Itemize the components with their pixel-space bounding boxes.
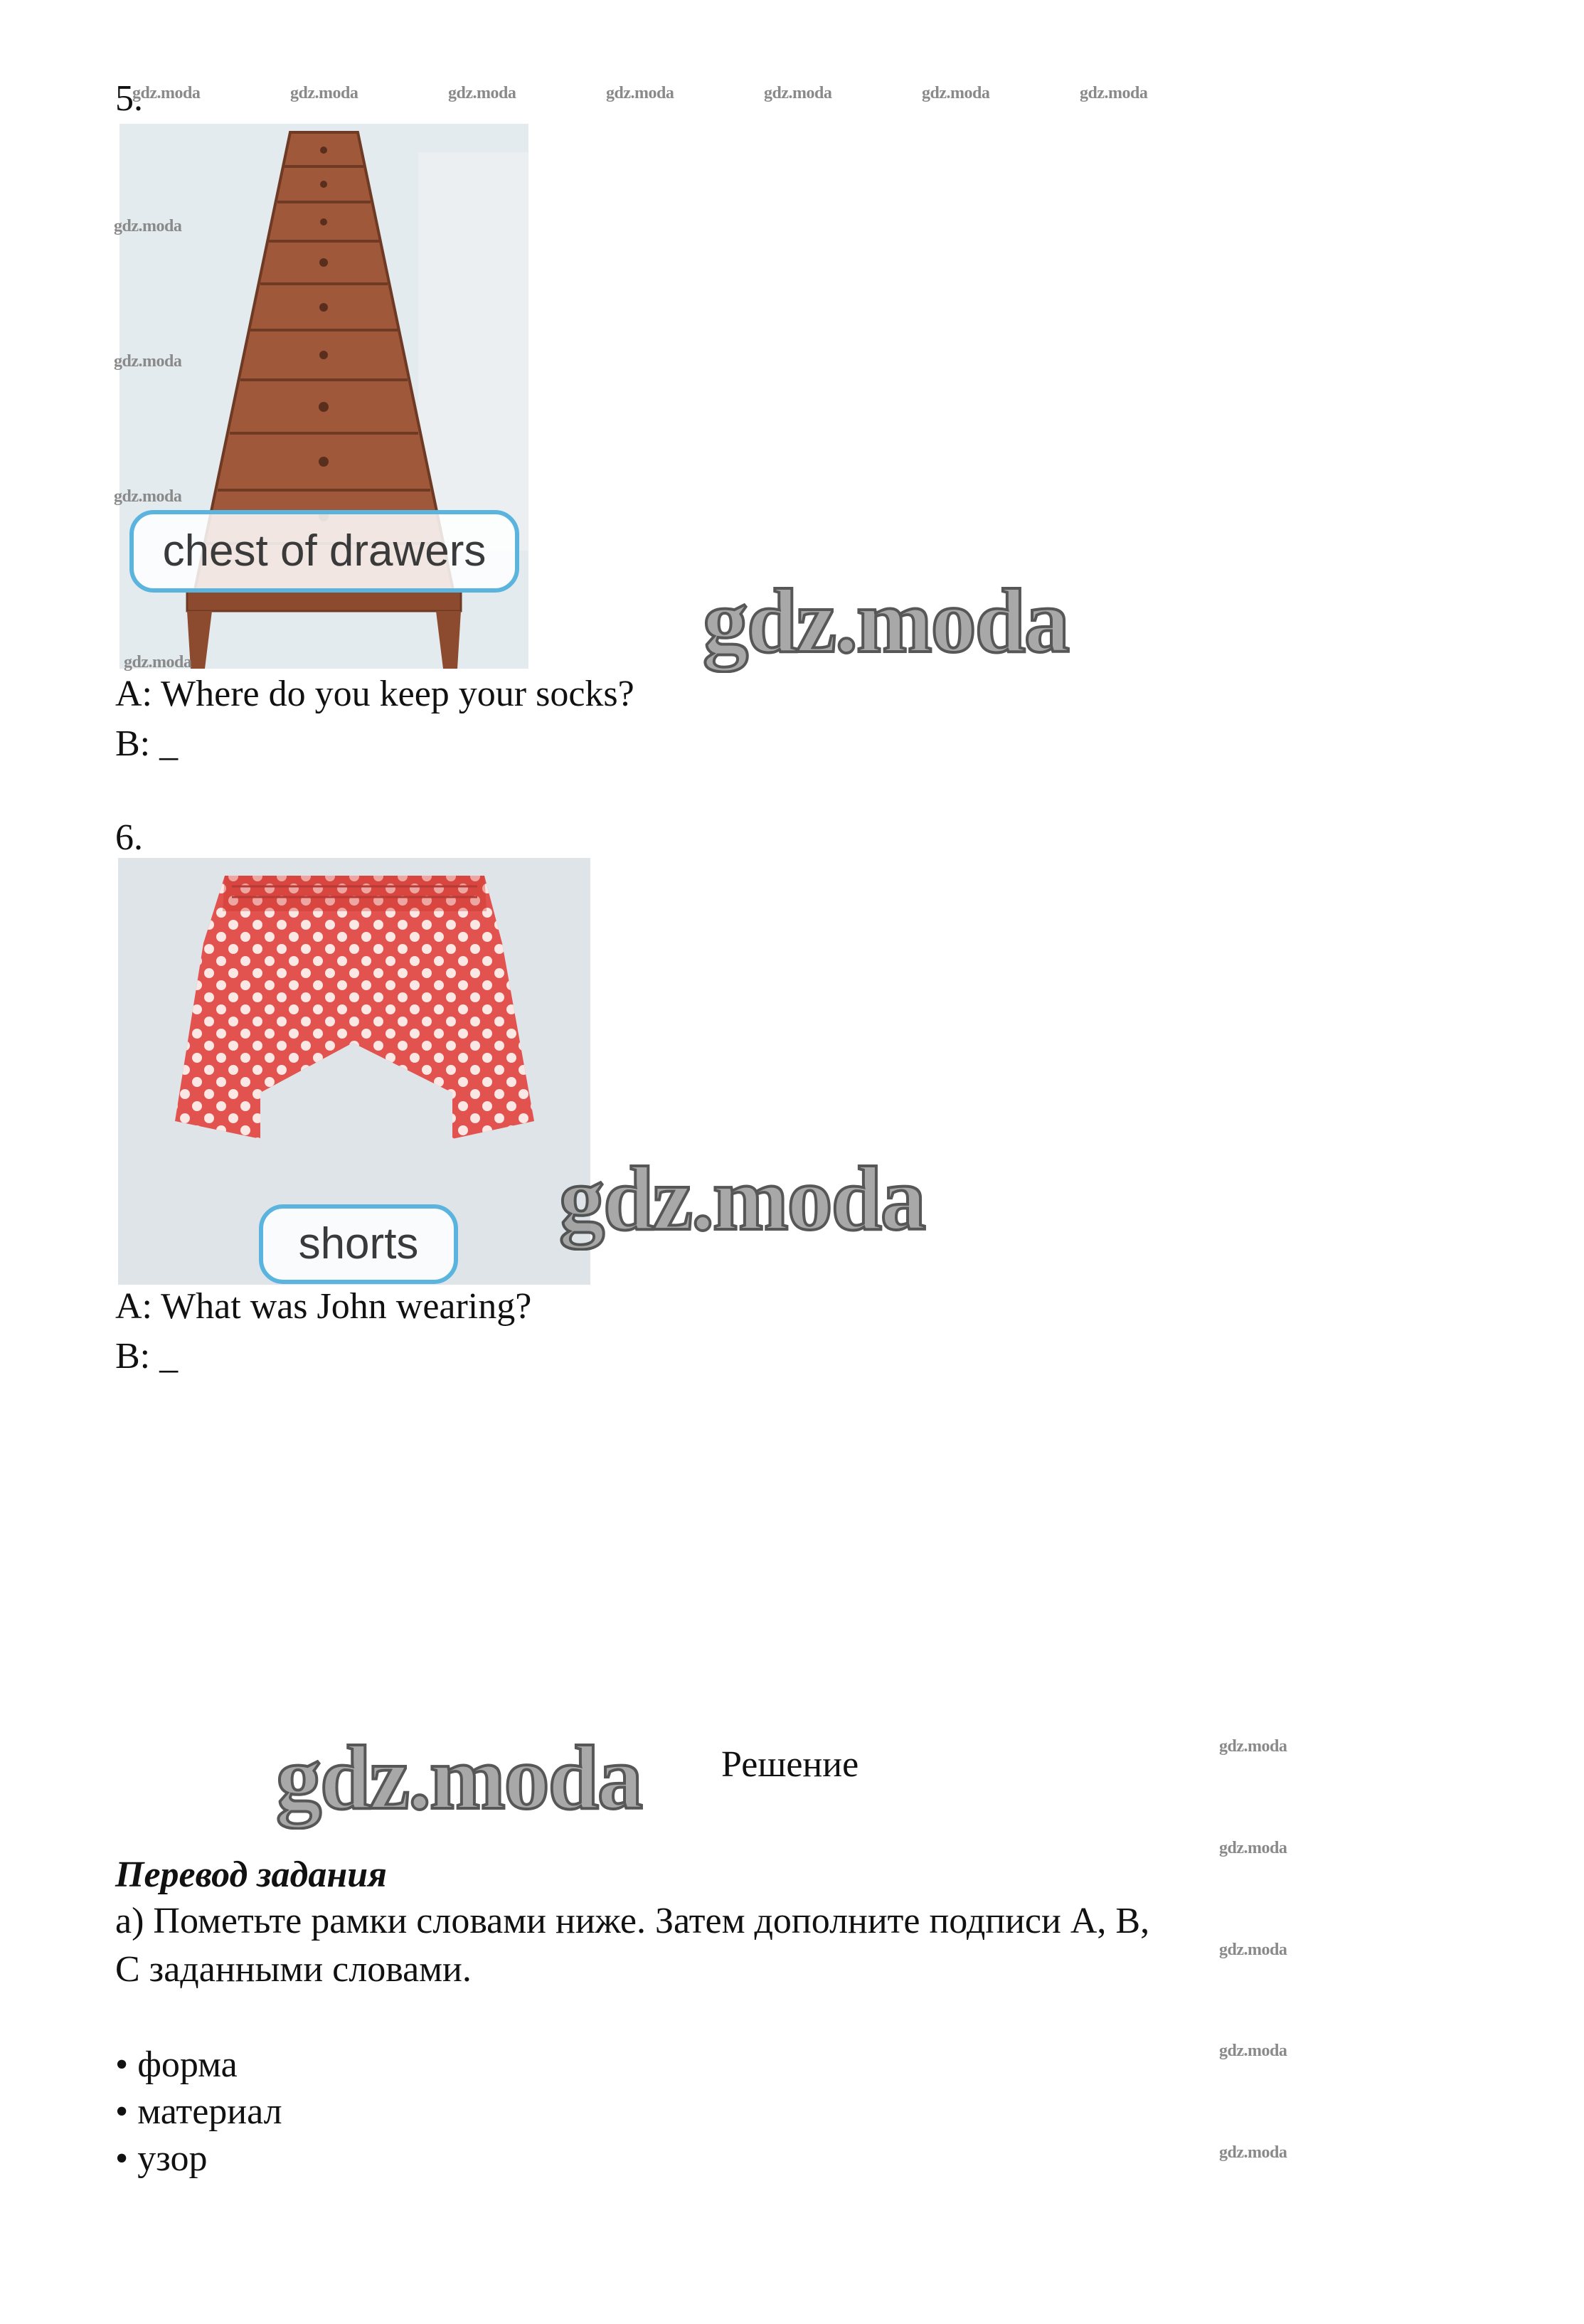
watermark-right-4: gdz.moda: [1219, 2042, 1287, 2060]
item-6-number: 6.: [115, 817, 143, 858]
shorts-label: shorts: [259, 1204, 458, 1284]
item-6-question: A: What was John wearing?: [115, 1286, 532, 1327]
translation-title: Перевод задания: [115, 1855, 387, 1895]
watermark-top-6: gdz.moda: [922, 84, 990, 102]
bullet-item: • форма: [115, 2044, 238, 2085]
watermark-top-7: gdz.moda: [1080, 84, 1148, 102]
watermark-large-3: gdz.moda: [276, 1727, 642, 1828]
chest-of-drawers-label: chest of drawers: [129, 510, 519, 593]
task-text-line-1: а) Пометьте рамки словами ниже. Затем дополните подписи A, B,: [115, 1901, 1150, 1941]
watermark-right-3: gdz.moda: [1219, 1941, 1287, 1959]
watermark-left-1: gdz.moda: [114, 217, 182, 235]
watermark-left-3: gdz.moda: [114, 487, 182, 506]
watermark-left-2: gdz.moda: [114, 352, 182, 371]
watermark-top-1: gdz.moda: [132, 84, 201, 102]
watermark-right-5: gdz.moda: [1219, 2143, 1287, 2162]
watermark-right-2: gdz.moda: [1219, 1839, 1287, 1857]
watermark-top-3: gdz.moda: [448, 84, 516, 102]
item-5-question: A: Where do you keep your socks?: [115, 674, 634, 714]
item-6-answer: B: _: [115, 1336, 179, 1376]
watermark-top-5: gdz.moda: [764, 84, 832, 102]
bullet-item: • узор: [115, 2138, 208, 2179]
watermark-top-4: gdz.moda: [606, 84, 674, 102]
item-5-answer: B: _: [115, 723, 179, 764]
watermark-top-2: gdz.moda: [290, 84, 358, 102]
item-5-number: 5.: [115, 78, 143, 119]
watermark-right-1: gdz.moda: [1219, 1737, 1287, 1756]
task-text-line-2: C заданными словами.: [115, 1949, 472, 1990]
solution-heading: Решение: [721, 1744, 859, 1785]
watermark-left-4: gdz.moda: [124, 653, 192, 672]
watermark-large-2: gdz.moda: [559, 1148, 925, 1249]
bullet-item: • материал: [115, 2091, 282, 2132]
watermark-large-1: gdz.moda: [703, 571, 1068, 672]
